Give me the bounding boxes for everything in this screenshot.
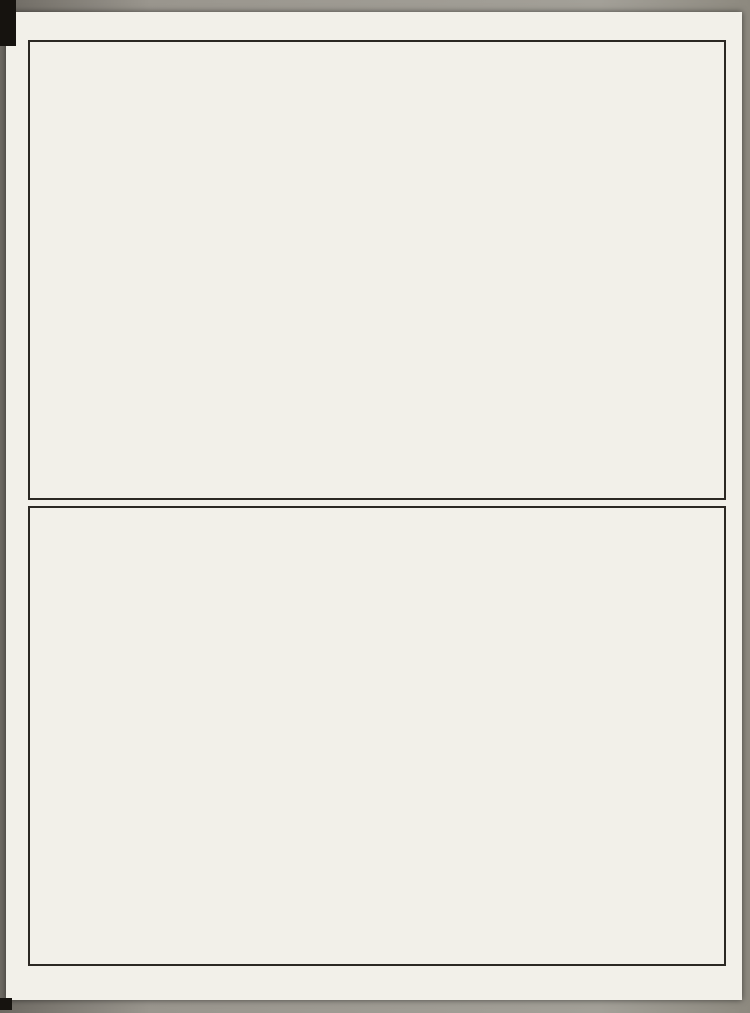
scan-artifact [0, 998, 12, 1010]
roster-table-bottom [28, 506, 726, 966]
roster-table-top [28, 40, 726, 500]
page [6, 12, 742, 1000]
scan-artifact [0, 0, 16, 46]
